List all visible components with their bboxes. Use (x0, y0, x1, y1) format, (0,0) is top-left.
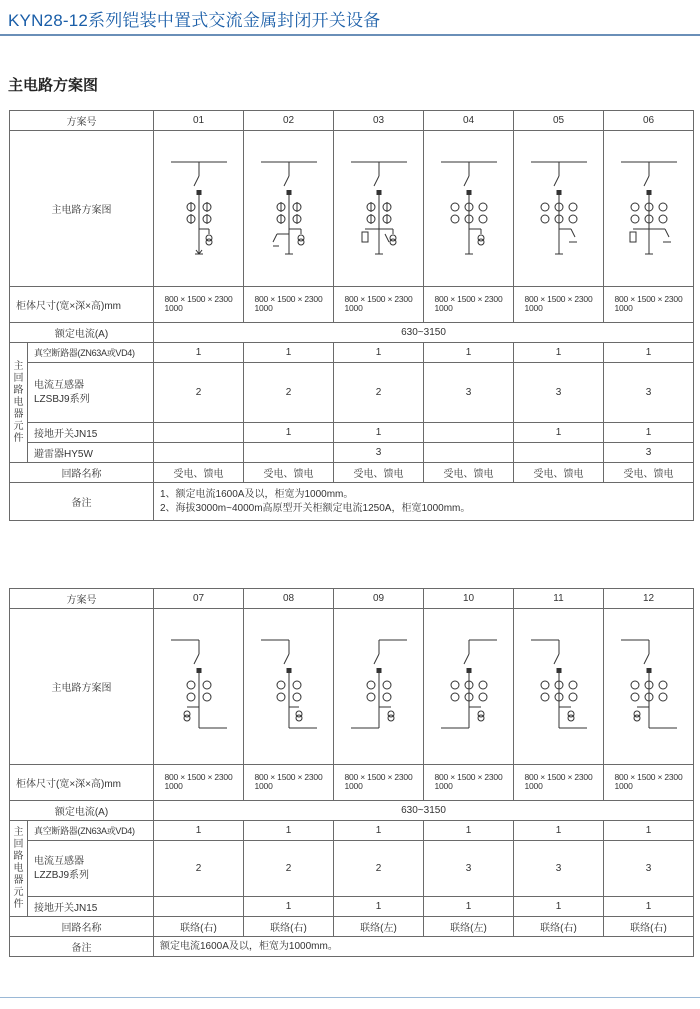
circuit-diagram-01 (154, 131, 244, 287)
scheme-number: 07 (154, 589, 244, 609)
circuit-name: 联络(右) (514, 917, 604, 937)
circuit-name: 受电、馈电 (604, 463, 694, 483)
earth-switch-qty: 1 (424, 897, 514, 917)
circuit-diagram-icon (529, 632, 589, 742)
circuit-diagram-icon (439, 632, 499, 742)
circuit-name: 受电、馈电 (244, 463, 334, 483)
circuit-diagram-10 (424, 609, 514, 765)
rated-current-value: 630~3150 (154, 801, 694, 821)
scheme-number: 11 (514, 589, 604, 609)
dimension-value: 800 × 1500 × 2300 (524, 294, 593, 304)
circuit-name-row (10, 463, 694, 483)
component-group-label (10, 821, 28, 917)
remarks-label: 备注 (10, 937, 154, 957)
dimension-value: 800 × 1500 × 2300 (344, 772, 413, 782)
diagram-label: 主电路方案图 (10, 131, 154, 287)
earth-switch-qty: 1 (334, 897, 424, 917)
dimension-value: 800 × 1500 × 2300 (614, 772, 683, 782)
circuit-name: 受电、馈电 (424, 463, 514, 483)
scheme-number: 10 (424, 589, 514, 609)
breaker-qty: 1 (334, 821, 424, 841)
scheme-number: 02 (244, 111, 334, 131)
component-group-text: 主回路电器元件 (13, 826, 24, 910)
rated-current-label: 额定电流(A) (10, 801, 154, 821)
ct-label: 电流互感器 LZZBJ9系列 (28, 841, 154, 897)
diagram-row (10, 131, 694, 287)
ct-qty: 2 (154, 841, 244, 897)
ct-row (10, 363, 694, 423)
scheme-number-row (10, 589, 694, 609)
earth-switch-qty: 1 (244, 897, 334, 917)
dimension-value: 800 × 1500 × 2300 (164, 772, 233, 782)
dimension-cell (154, 287, 244, 323)
diagram-row (10, 609, 694, 765)
dimension-value: 800 × 1500 × 2300 (254, 772, 323, 782)
dimension-alt-width: 1000 (434, 781, 453, 791)
arrester-qty (154, 443, 244, 463)
dimension-cell (244, 765, 334, 801)
dimension-alt-width: 1000 (434, 303, 453, 313)
earth-switch-row (10, 897, 694, 917)
earth-switch-row (10, 423, 694, 443)
circuit-diagram-11 (514, 609, 604, 765)
circuit-name: 联络(右) (604, 917, 694, 937)
circuit-diagram-icon (619, 632, 679, 742)
circuit-diagram-05 (514, 131, 604, 287)
breaker-qty: 1 (154, 343, 244, 363)
earth-switch-qty (154, 897, 244, 917)
scheme-number: 01 (154, 111, 244, 131)
ct-qty: 2 (154, 363, 244, 423)
remarks-label: 备注 (10, 483, 154, 521)
earth-switch-label: 接地开关JN15 (28, 423, 154, 443)
circuit-diagram-icon (619, 154, 679, 264)
circuit-diagram-08 (244, 609, 334, 765)
dimension-cell (514, 765, 604, 801)
dimension-cell (244, 287, 334, 323)
scheme-table-1 (9, 110, 694, 521)
section-title: 主电路方案图 (8, 77, 99, 94)
circuit-name: 受电、馈电 (154, 463, 244, 483)
dimension-cell (334, 287, 424, 323)
dimension-cell (424, 287, 514, 323)
scheme-number: 09 (334, 589, 424, 609)
page-title: KYN28-12系列铠装中置式交流金属封闭开关设备 (8, 11, 381, 30)
dimension-label: 柜体尺寸(宽×深×高)mm (10, 765, 154, 801)
remarks-cell (154, 937, 694, 957)
dimension-value: 800 × 1500 × 2300 (434, 294, 503, 304)
circuit-diagram-04 (424, 131, 514, 287)
breaker-label: 真空断路器(ZN63A或VD4) (28, 343, 154, 363)
breaker-qty: 1 (604, 821, 694, 841)
arrester-qty (244, 443, 334, 463)
scheme-number: 06 (604, 111, 694, 131)
ct-qty: 2 (244, 363, 334, 423)
footer-divider (0, 997, 700, 998)
arrester-qty (424, 443, 514, 463)
arrester-qty: 3 (604, 443, 694, 463)
dimension-cell (514, 287, 604, 323)
dimension-value: 800 × 1500 × 2300 (344, 294, 413, 304)
breaker-row (10, 821, 694, 841)
breaker-qty: 1 (424, 343, 514, 363)
earth-switch-qty: 1 (334, 423, 424, 443)
dimension-label: 柜体尺寸(宽×深×高)mm (10, 287, 154, 323)
dimension-alt-width: 1000 (164, 303, 183, 313)
diagram-label: 主电路方案图 (10, 609, 154, 765)
dimension-value: 800 × 1500 × 2300 (434, 772, 503, 782)
circuit-diagram-icon (259, 154, 319, 264)
dimension-row (10, 287, 694, 323)
breaker-qty: 1 (514, 821, 604, 841)
circuit-diagram-06 (604, 131, 694, 287)
rated-current-row (10, 801, 694, 821)
remarks-line: 1、额定电流1600A及以，柜宽为1000mm。 (160, 488, 354, 500)
scheme-number-label: 方案号 (10, 111, 154, 131)
breaker-qty: 1 (334, 343, 424, 363)
circuit-diagram-icon (169, 154, 229, 264)
dimension-alt-width: 1000 (524, 303, 543, 313)
component-group-text: 主回路电器元件 (13, 360, 24, 444)
earth-switch-qty: 1 (514, 423, 604, 443)
circuit-diagram-icon (259, 632, 319, 742)
circuit-diagram-icon (349, 154, 409, 264)
earth-switch-qty (424, 423, 514, 443)
dimension-alt-width: 1000 (344, 781, 363, 791)
rated-current-row (10, 323, 694, 343)
earth-switch-qty: 1 (604, 897, 694, 917)
ct-qty: 3 (424, 841, 514, 897)
scheme-number: 12 (604, 589, 694, 609)
dimension-cell (154, 765, 244, 801)
circuit-diagram-12 (604, 609, 694, 765)
circuit-name: 联络(右) (154, 917, 244, 937)
scheme-number-row (10, 111, 694, 131)
dimension-value: 800 × 1500 × 2300 (254, 294, 323, 304)
circuit-diagram-02 (244, 131, 334, 287)
dimension-alt-width: 1000 (164, 781, 183, 791)
arrester-qty: 3 (334, 443, 424, 463)
circuit-diagram-03 (334, 131, 424, 287)
circuit-name-label: 回路名称 (10, 917, 154, 937)
dimension-cell (334, 765, 424, 801)
dimension-alt-width: 1000 (524, 781, 543, 791)
ct-qty: 2 (334, 363, 424, 423)
remarks-line: 2、海拔3000m~4000m高原型开关柜额定电流1250A，柜宽1000mm。 (160, 502, 471, 514)
remarks-line: 额定电流1600A及以，柜宽为1000mm。 (160, 940, 338, 952)
circuit-name-label: 回路名称 (10, 463, 154, 483)
arrester-qty (514, 443, 604, 463)
breaker-qty: 1 (424, 821, 514, 841)
remarks-row (10, 937, 694, 957)
earth-switch-qty: 1 (604, 423, 694, 443)
dimension-cell (604, 287, 694, 323)
circuit-name: 联络(右) (244, 917, 334, 937)
ct-qty: 3 (514, 363, 604, 423)
ct-label: 电流互感器 LZSBJ9系列 (28, 363, 154, 423)
circuit-diagram-icon (529, 154, 589, 264)
scheme-number: 04 (424, 111, 514, 131)
earth-switch-qty: 1 (514, 897, 604, 917)
dimension-value: 800 × 1500 × 2300 (524, 772, 593, 782)
dimension-alt-width: 1000 (344, 303, 363, 313)
circuit-diagram-icon (169, 632, 229, 742)
remarks-cell (154, 483, 694, 521)
breaker-row (10, 343, 694, 363)
dimension-alt-width: 1000 (614, 303, 633, 313)
circuit-name: 受电、馈电 (334, 463, 424, 483)
dimension-cell (604, 765, 694, 801)
circuit-diagram-07 (154, 609, 244, 765)
component-group-label (10, 343, 28, 463)
title-divider (0, 34, 700, 36)
circuit-name: 受电、馈电 (514, 463, 604, 483)
ct-qty: 3 (604, 363, 694, 423)
rated-current-label: 额定电流(A) (10, 323, 154, 343)
earth-switch-qty: 1 (244, 423, 334, 443)
circuit-name: 联络(左) (334, 917, 424, 937)
circuit-diagram-icon (439, 154, 499, 264)
scheme-table-2 (9, 588, 694, 957)
remarks-row (10, 483, 694, 521)
circuit-name-row (10, 917, 694, 937)
earth-switch-label: 接地开关JN15 (28, 897, 154, 917)
ct-row (10, 841, 694, 897)
dimension-row (10, 765, 694, 801)
dimension-value: 800 × 1500 × 2300 (614, 294, 683, 304)
circuit-name: 联络(左) (424, 917, 514, 937)
scheme-number: 05 (514, 111, 604, 131)
breaker-label: 真空断路器(ZN63A或VD4) (28, 821, 154, 841)
scheme-number-label: 方案号 (10, 589, 154, 609)
breaker-qty: 1 (244, 821, 334, 841)
dimension-alt-width: 1000 (254, 781, 273, 791)
arrester-row (10, 443, 694, 463)
ct-qty: 3 (514, 841, 604, 897)
circuit-diagram-icon (349, 632, 409, 742)
rated-current-value: 630~3150 (154, 323, 694, 343)
breaker-qty: 1 (604, 343, 694, 363)
ct-qty: 3 (604, 841, 694, 897)
ct-qty: 2 (334, 841, 424, 897)
dimension-alt-width: 1000 (614, 781, 633, 791)
breaker-qty: 1 (514, 343, 604, 363)
arrester-label: 避雷器HY5W (28, 443, 154, 463)
scheme-number: 03 (334, 111, 424, 131)
breaker-qty: 1 (154, 821, 244, 841)
ct-qty: 3 (424, 363, 514, 423)
circuit-diagram-09 (334, 609, 424, 765)
dimension-alt-width: 1000 (254, 303, 273, 313)
dimension-cell (424, 765, 514, 801)
earth-switch-qty (154, 423, 244, 443)
scheme-number: 08 (244, 589, 334, 609)
dimension-value: 800 × 1500 × 2300 (164, 294, 233, 304)
ct-qty: 2 (244, 841, 334, 897)
breaker-qty: 1 (244, 343, 334, 363)
